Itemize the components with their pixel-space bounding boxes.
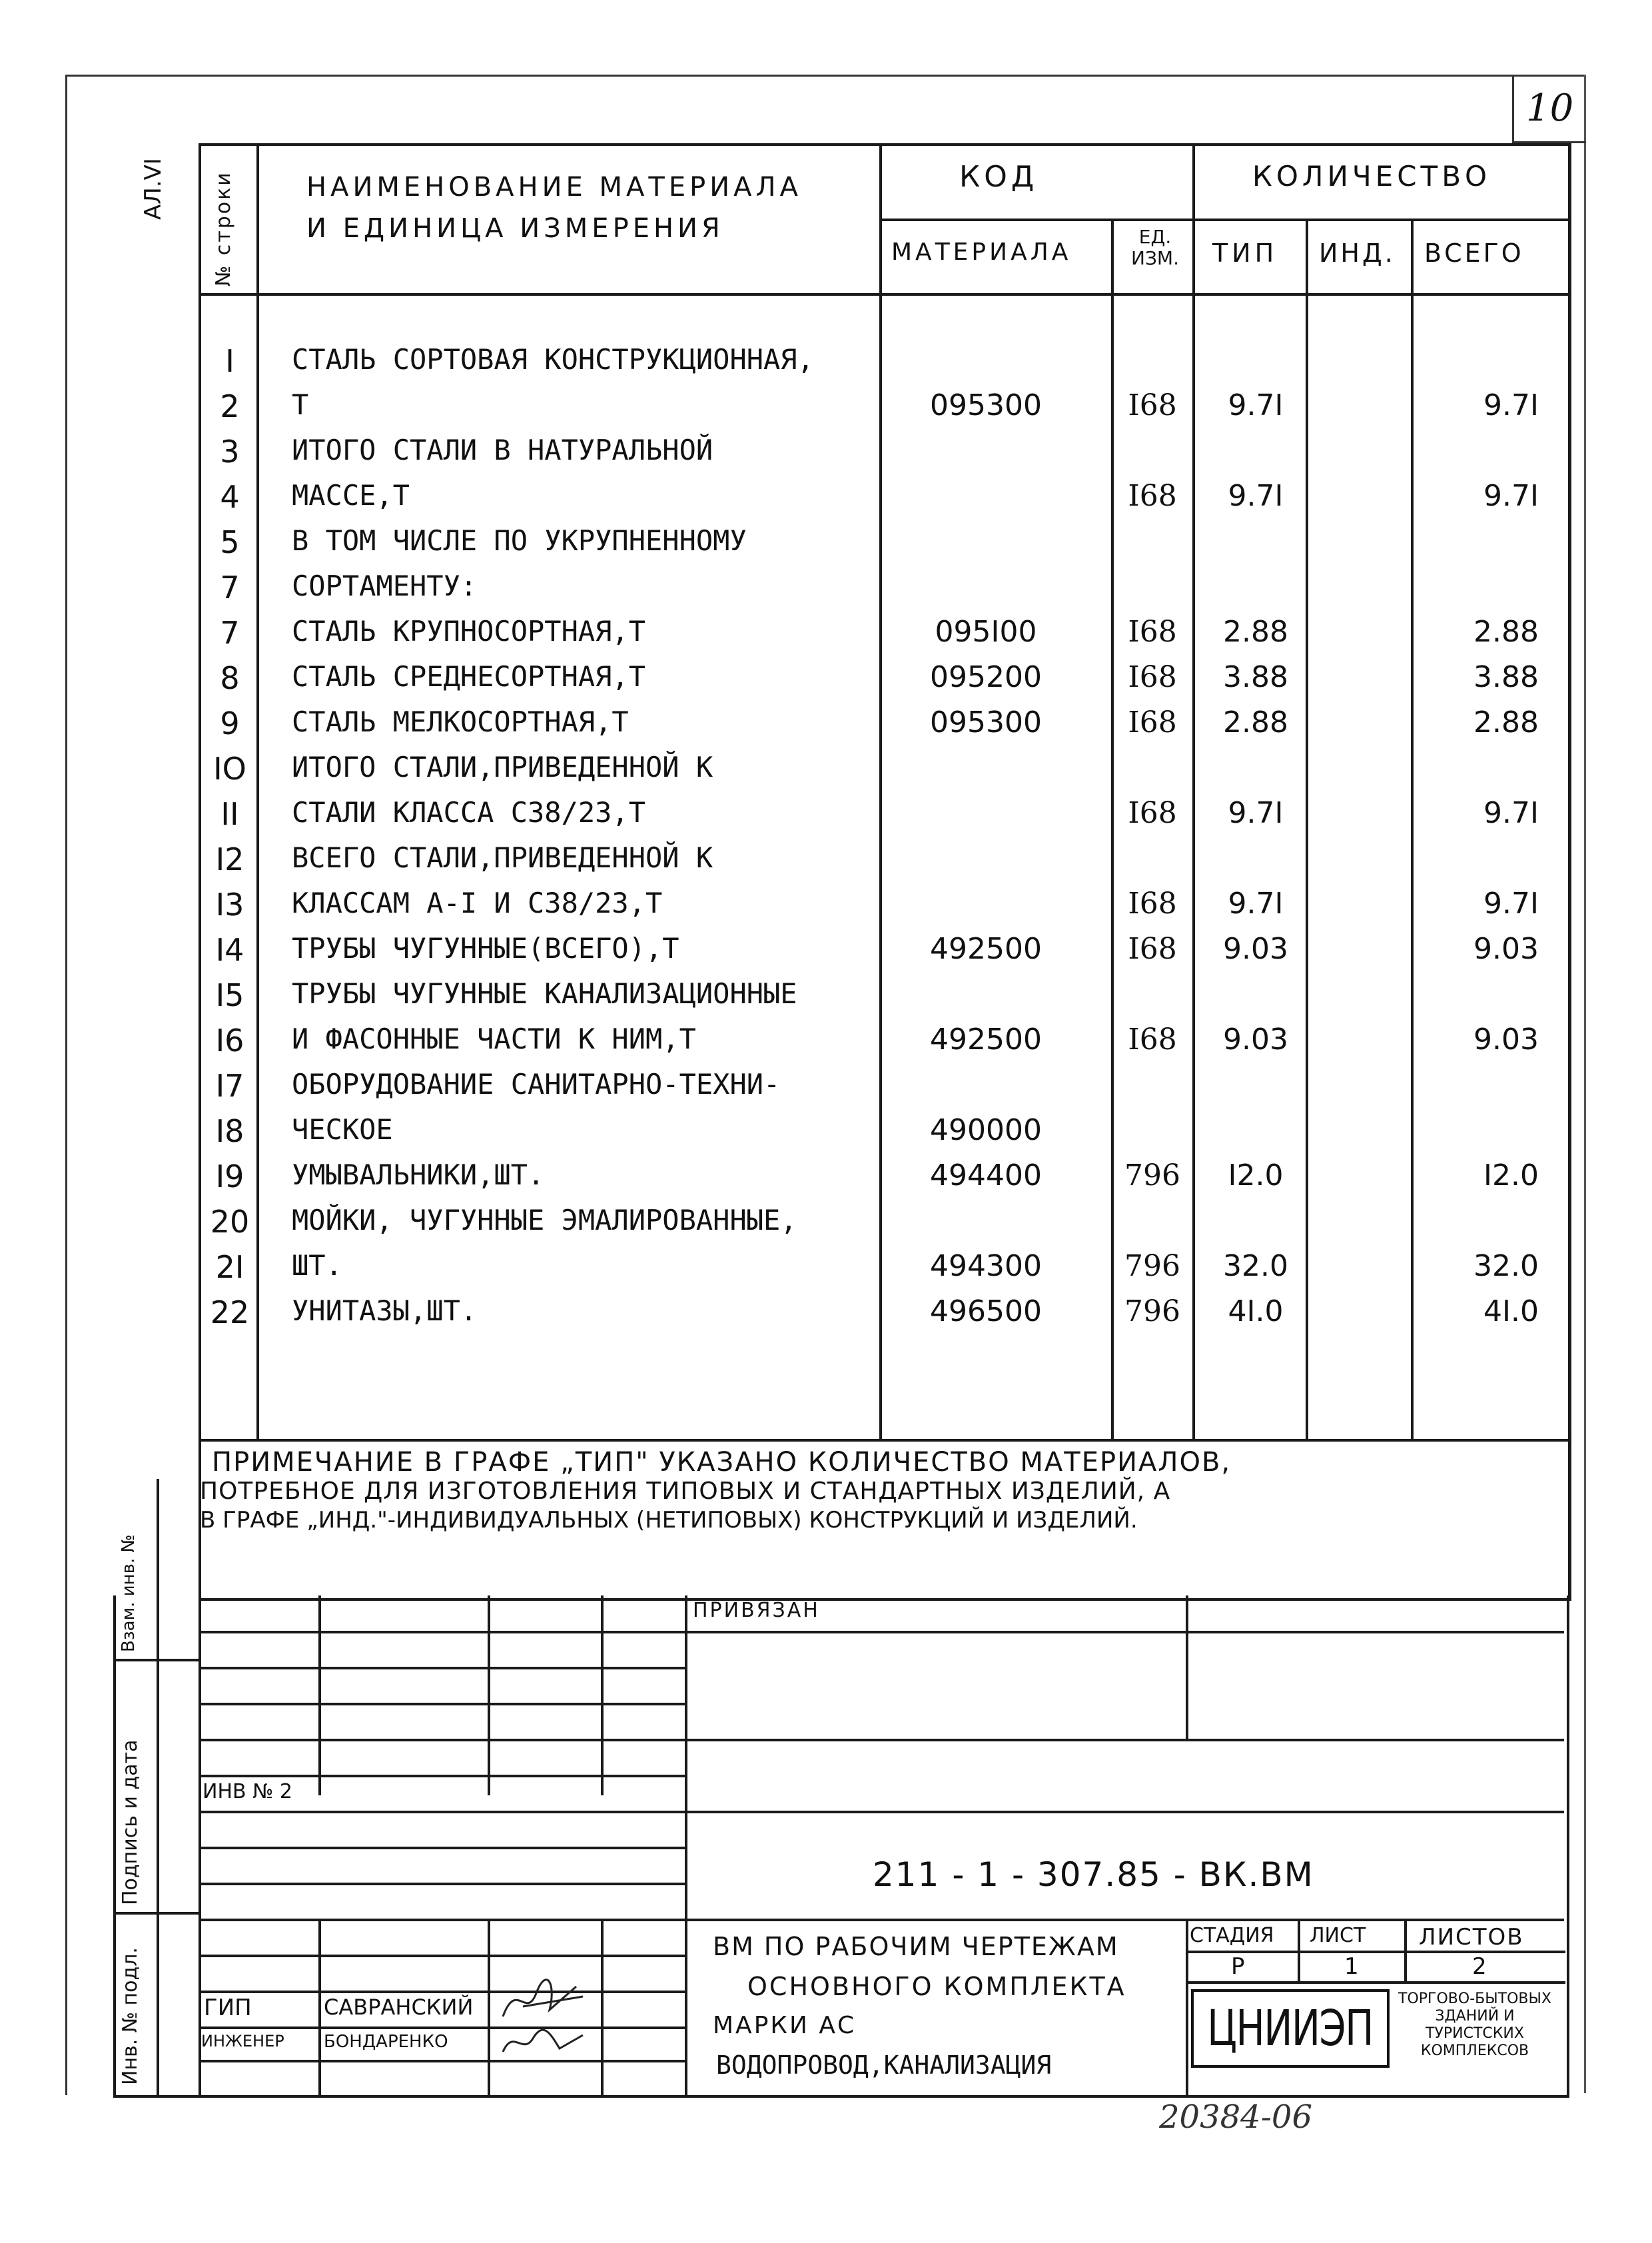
stamp-side-split-1 — [113, 1659, 200, 1661]
stamp-col — [1298, 1919, 1300, 1981]
stamp-line — [199, 2060, 685, 2062]
role-engineer: ИНЖЕНЕР — [201, 2032, 284, 2050]
side-label-replace: Взам. инв. № — [119, 1534, 139, 1652]
stage-label: СТАДИЯ — [1190, 1924, 1274, 1947]
stamp-col — [318, 1919, 321, 2095]
col-line-unit — [1192, 143, 1195, 1439]
name-gip: САВРАНСКИЙ — [324, 1995, 474, 2020]
note-line2: ПОТРЕБНОЕ ДЛЯ ИЗГОТОВЛЕНИЯ ТИПОВЫХ И СТАНДАРТНЫХ ИЗДЕЛИЙ, А — [200, 1478, 1171, 1505]
stamp-col — [488, 1919, 490, 2095]
stamp-line — [199, 2026, 685, 2029]
header-qty-typ: ТИП — [1212, 238, 1278, 268]
header-bottom-line — [199, 293, 1568, 296]
sheets-label: ЛИСТОВ — [1419, 1924, 1524, 1951]
header-code-material: МАТЕРИАЛА — [891, 238, 1072, 266]
header-name-line2: И ЕДИНИЦА ИЗМЕРЕНИЯ — [306, 213, 724, 244]
sheet-value: 1 — [1344, 1953, 1359, 1980]
stamp-col — [1186, 1595, 1188, 1739]
side-label-sign: Подпись и дата — [119, 1739, 142, 1905]
stamp-col — [601, 1919, 604, 2095]
stamp-side-split-2 — [113, 1912, 200, 1915]
side-label-inv: Инв. № подл. — [119, 1947, 142, 2085]
stamp-line — [199, 1847, 685, 1849]
signature-engineer — [496, 2025, 596, 2058]
header-qty-total: ВСЕГО — [1424, 238, 1524, 268]
sheets-value: 2 — [1472, 1953, 1487, 1980]
org-logo-text: ЦНИИЭП — [1207, 2000, 1374, 2057]
privyazan-label: ПРИВЯЗАН — [693, 1599, 820, 1622]
title-line4: ВОДОПРОВОД,КАНАЛИЗАЦИЯ — [716, 2050, 1052, 2080]
note-line3: В ГРАФЕ „ИНД."-ИНДИВИДУАЛЬНЫХ (НЕТИПОВЫХ) КОНСТРУКЦИЙ И ИЗДЕЛИЙ. — [200, 1507, 1138, 1534]
stamp-line — [199, 1703, 685, 1705]
stamp-line — [199, 1631, 1564, 1633]
col-line-name — [879, 143, 882, 1439]
stamp-inner-left — [199, 1595, 201, 2095]
signature-gip — [496, 1973, 596, 2026]
stage-value: Р — [1231, 1953, 1245, 1980]
title-line2: ОСНОВНОГО КОМПЛЕКТА — [747, 1972, 1126, 2001]
stamp-line — [199, 1739, 1564, 1741]
left-margin-label: АЛ.VI — [140, 158, 167, 220]
role-gip: ГИП — [204, 1995, 252, 2021]
stamp-col — [685, 1595, 687, 2095]
header-sub-line — [879, 219, 1568, 221]
stamp-line — [199, 1775, 685, 1777]
page-number-box — [1512, 75, 1586, 143]
sheet-right-edge — [1584, 75, 1586, 2093]
header-code: КОД — [959, 160, 1038, 194]
stamp-line — [199, 1667, 685, 1669]
org-text: ТОРГОВО-БЫТОВЫХ ЗДАНИЙ И ТУРИСТСКИХ КОМПЛЕКСОВ — [1398, 1991, 1551, 2059]
note-line1: ПРИМЕЧАНИЕ В ГРАФЕ „ТИП" УКАЗАНО КОЛИЧЕСТВО МАТЕРИАЛОВ, — [212, 1447, 1232, 1478]
stamp-col — [488, 1595, 490, 1795]
stamp-col — [1404, 1919, 1407, 1981]
header-code-unit: ЕД. ИЗМ. — [1131, 226, 1179, 269]
title-line1: ВМ ПО РАБОЧИМ ЧЕРТЕЖАМ — [713, 1932, 1119, 1961]
inv-no-label: ИНВ № 2 — [203, 1780, 292, 1803]
stamp-left-strip-line — [157, 1479, 159, 2095]
stamp-line — [199, 1955, 685, 1957]
stamp-col — [601, 1595, 604, 1795]
title-line3: МАРКИ АС — [713, 2012, 857, 2039]
header-row-no: № строки — [212, 171, 235, 286]
stamp-col — [318, 1595, 321, 1795]
stamp-line — [199, 1883, 685, 1885]
page-number: 10 — [1526, 87, 1574, 130]
header-qty-ind: ИНД. — [1319, 238, 1396, 268]
stamp-line — [199, 1919, 1564, 1921]
doc-code: 211 - 1 - 307.85 - ВК.ВМ — [873, 1855, 1314, 1894]
col-line-num — [256, 143, 259, 1439]
sheet-label: ЛИСТ — [1310, 1924, 1366, 1947]
stamp-col — [1186, 1919, 1188, 2095]
table-body-bottom-line — [199, 1439, 1568, 1442]
stamp-line — [1186, 1981, 1565, 1984]
header-name-line1: НАИМЕНОВАНИЕ МАТЕРИАЛА — [306, 172, 802, 203]
org-logo — [1191, 1989, 1390, 2068]
header-quantity: КОЛИЧЕСТВО — [1252, 160, 1491, 193]
name-engineer: БОНДАРЕНКО — [324, 2032, 448, 2052]
stamp-line — [199, 1811, 1564, 1813]
stamp-line — [199, 1991, 685, 1993]
footer-number: 20384-06 — [1159, 2098, 1312, 2136]
